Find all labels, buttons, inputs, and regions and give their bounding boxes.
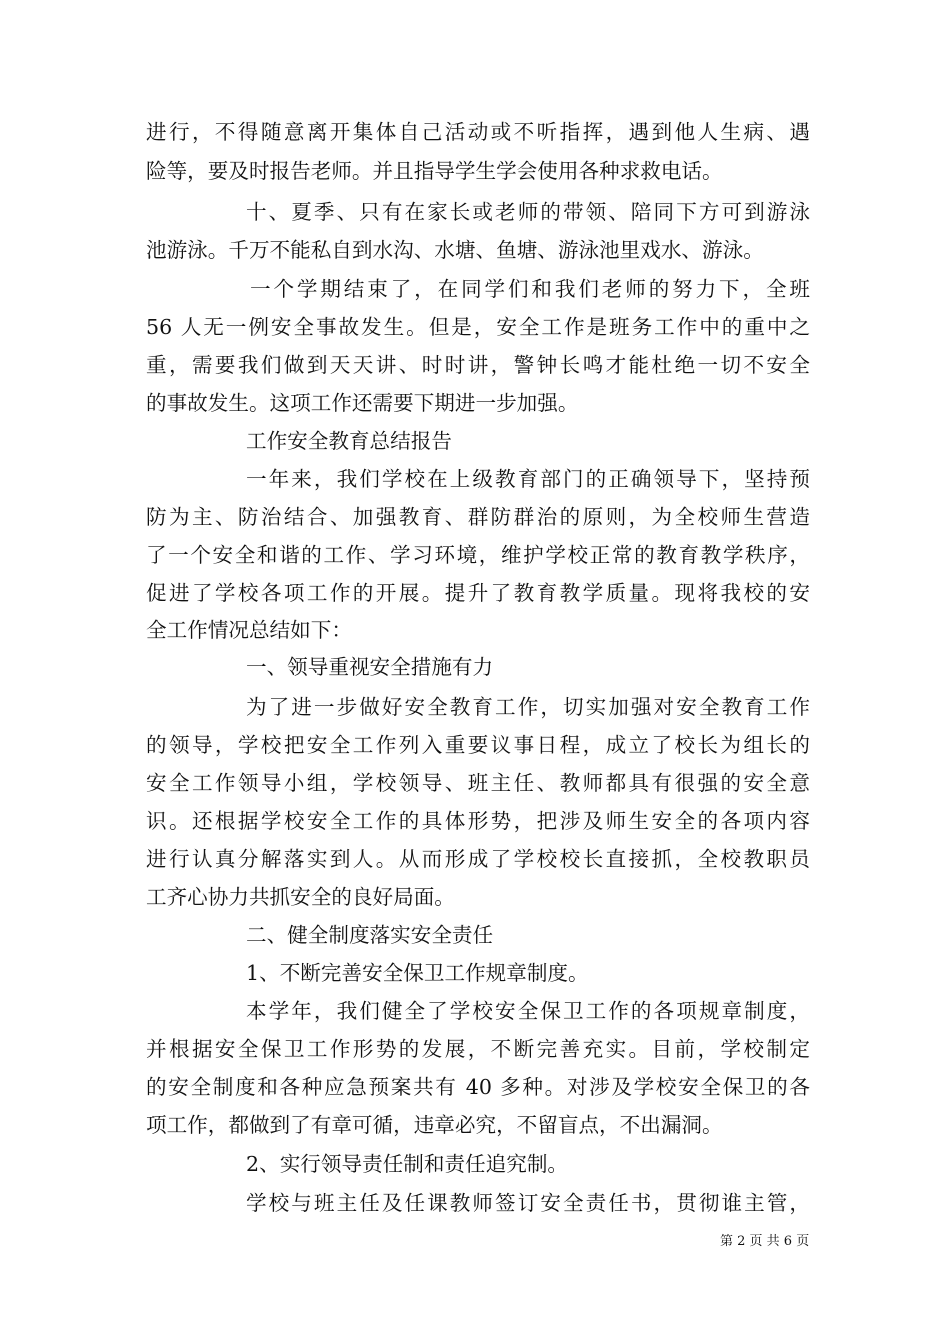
text-line: 的事故发生。这项工作还需要下期进一步加强。 <box>146 391 579 415</box>
text-line: 池游泳。千万不能私自到水沟、水塘、鱼塘、游泳池里戏水、游泳。 <box>146 238 764 262</box>
text-line: 全工作情况总结如下： <box>146 618 352 642</box>
text-line: 一个学期结束了，在同学们和我们老师的努力下，全班 <box>250 277 810 301</box>
text-line: 一年来，我们学校在上级教育部门的正确领导下，坚持预 <box>246 467 810 491</box>
page-number-footer: 第 2 页 共 6 页 <box>720 1234 810 1249</box>
text-line: 识。还根据学校安全工作的具体形势，把涉及师生安全的各项内容 <box>146 809 810 833</box>
text-line: 进行认真分解落实到人。从而形成了学校校长直接抓，全校教职员 <box>146 847 810 871</box>
text-line: 安全工作领导小组，学校领导、班主任、教师都具有很强的安全意 <box>146 771 810 795</box>
text-line: 的安全制度和各种应急预案共有 40 多种。对涉及学校安全保卫的各 <box>146 1075 810 1099</box>
section-heading: 一、领导重视安全措施有力 <box>246 655 494 679</box>
text-line: 工齐心协力共抓安全的良好局面。 <box>146 885 455 909</box>
subsection-heading: 2、实行领导责任制和责任追究制。 <box>246 1152 569 1176</box>
text-line: 为了进一步做好安全教育工作，切实加强对安全教育工作 <box>246 695 810 719</box>
text-line: 重，需要我们做到天天讲、时时讲，警钟长鸣才能杜绝一切不安全 <box>146 353 810 377</box>
text-line: 的领导，学校把安全工作列入重要议事日程，成立了校长为组长的 <box>146 733 810 757</box>
text-line: 本学年，我们健全了学校安全保卫工作的各项规章制度， <box>246 999 810 1023</box>
text-line: 56 人无一例安全事故发生。但是，安全工作是班务工作中的重中之 <box>146 315 810 339</box>
text-line: 项工作，都做到了有章可循，违章必究，不留盲点，不出漏洞。 <box>146 1113 723 1137</box>
text-line: 了一个安全和谐的工作、学习环境，维护学校正常的教育教学秩序， <box>146 543 810 567</box>
text-line: 防为主、防治结合、加强教育、群防群治的原则，为全校师生营造 <box>146 505 810 529</box>
text-line: 进行，不得随意离开集体自己活动或不听指挥，遇到他人生病、遇 <box>146 120 810 144</box>
text-line: 并根据安全保卫工作形势的发展，不断完善充实。目前，学校制定 <box>146 1037 810 1061</box>
section-title: 工作安全教育总结报告 <box>246 429 452 453</box>
subsection-heading: 1、不断完善安全保卫工作规章制度。 <box>246 961 589 985</box>
text-line: 促进了学校各项工作的开展。提升了教育教学质量。现将我校的安 <box>146 581 810 605</box>
text-line: 十、夏季、只有在家长或老师的带领、陪同下方可到游泳 <box>246 200 810 224</box>
section-heading: 二、健全制度落实安全责任 <box>246 923 494 947</box>
text-line: 险等，要及时报告老师。并且指导学生学会使用各种求救电话。 <box>146 159 723 183</box>
text-line: 学校与班主任及任课教师签订安全责任书，贯彻谁主管， <box>246 1191 810 1215</box>
